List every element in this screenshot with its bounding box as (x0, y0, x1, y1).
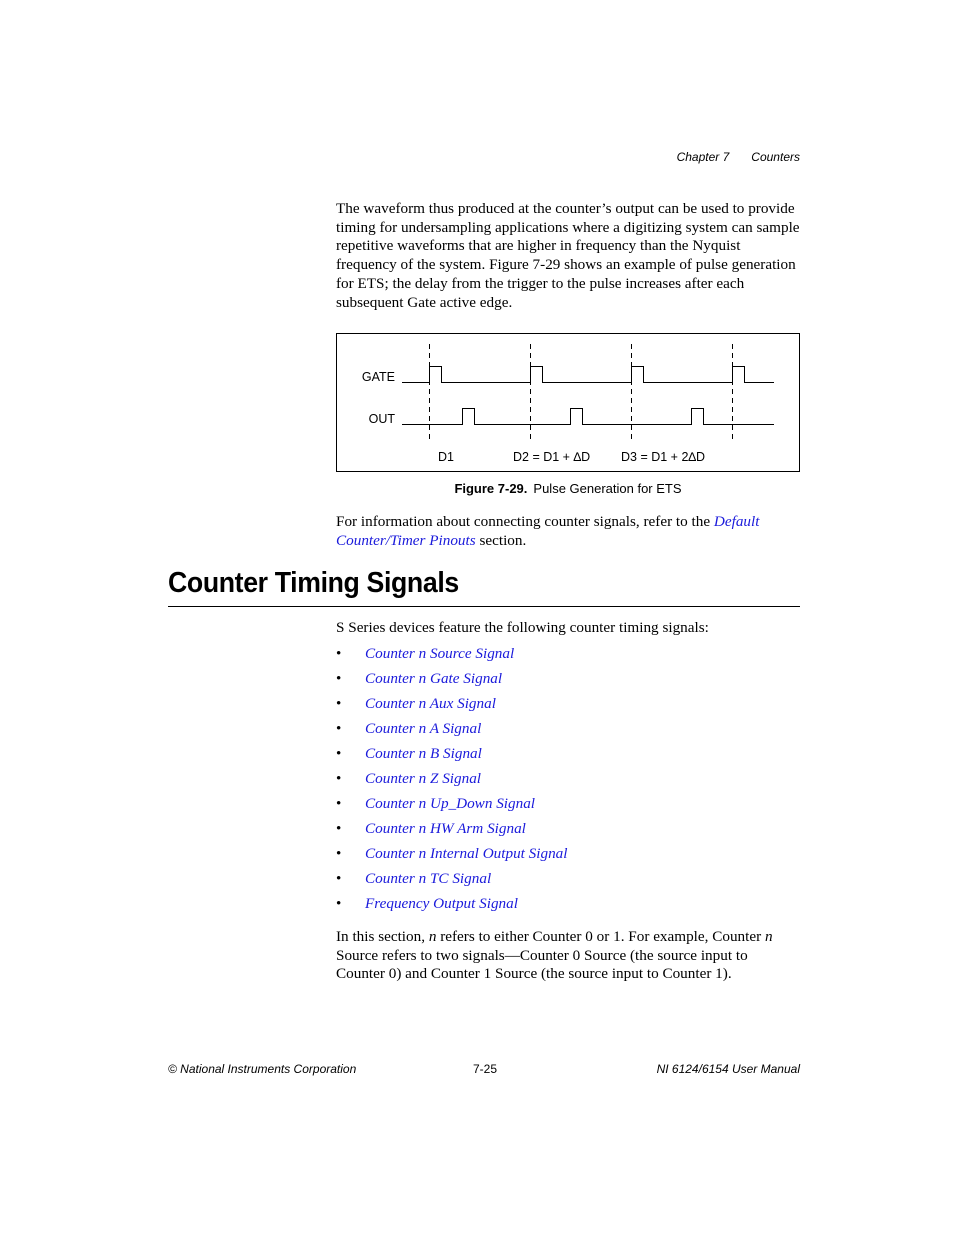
chapter-label: Chapter 7 (676, 150, 730, 164)
closing-text-1: In this section, (336, 928, 429, 945)
bullet-marker: • (336, 820, 342, 837)
bullet-marker: • (336, 795, 342, 812)
signal-link[interactable]: Counter n A Signal (365, 720, 482, 737)
signal-list-item (336, 894, 568, 919)
signal-list-item (336, 694, 568, 719)
page-number: 7-25 (473, 1062, 498, 1076)
gate-label: GATE (361, 370, 395, 384)
signal-list-item (336, 844, 568, 869)
signal-list-item (336, 744, 568, 769)
bullet-marker: • (336, 770, 342, 787)
figure-title: Pulse Generation for ETS (533, 481, 682, 496)
closing-text-3: Source refers to two signals—Counter 0 Source (the source input to Counter 0) and Counter 1 Source (the source input to Counter 1). (336, 946, 748, 983)
signal-list-item (336, 819, 568, 844)
out-waveform (402, 409, 511, 425)
signal-list-item (336, 794, 568, 819)
pinout-paragraph (336, 513, 802, 550)
out-label: OUT (368, 412, 395, 426)
bullet-marker: • (336, 720, 342, 737)
section-lead: S Series devices feature the following counter timing signals: (336, 619, 709, 636)
pulse-generation-figure (336, 333, 800, 472)
n-variable: n (764, 928, 773, 945)
signal-list-item (336, 769, 568, 794)
gate-waveform (402, 367, 503, 383)
bullet-marker: • (336, 695, 342, 712)
signal-link[interactable]: Counter n Z Signal (365, 770, 482, 787)
closing-paragraph (336, 928, 794, 984)
pinout-text-prefix: For information about connecting counter signals, refer to the (336, 513, 714, 530)
signal-link[interactable]: Counter n Up_Down Signal (365, 795, 536, 812)
bullet-marker: • (336, 870, 342, 887)
d1-label: D1 (438, 450, 454, 464)
heading-rule (168, 606, 800, 607)
footer-copyright: © National Instruments Corporation (168, 1062, 357, 1076)
intro-paragraph: The waveform thus produced at the counter’s output can be used to provide timing for undersampling applications where a digitizing system can sample repetitive waveforms that are higher in frequency than the Nyquist frequency of the system. Figure 7-29 shows an example of pulse generation for ETS; the delay from the trigger to the pulse increases after each subsequent Gate active edge. (336, 200, 800, 311)
section-heading: Counter Timing Signals (168, 567, 459, 599)
figure-number: Figure 7-29. (454, 481, 528, 496)
signal-list-item (336, 869, 568, 894)
signal-link[interactable]: Counter n B Signal (365, 745, 482, 762)
figure-caption (336, 481, 800, 496)
n-variable: n (428, 928, 437, 945)
signal-list-item (336, 669, 568, 694)
running-header (677, 150, 800, 164)
signal-link[interactable]: Counter n TC Signal (365, 870, 492, 887)
pinout-text-suffix: section. (475, 531, 527, 549)
d2-label: D2 = D1 + ∆D (513, 450, 591, 464)
signal-link[interactable]: Counter n Aux Signal (365, 695, 496, 712)
signal-link[interactable]: Counter n HW Arm Signal (365, 820, 526, 837)
d3-label: D3 = D1 + 2∆D (621, 450, 706, 464)
bullet-marker: • (336, 745, 342, 762)
bullet-marker: • (336, 645, 342, 662)
signal-link[interactable]: Counter n Internal Output Signal (365, 845, 568, 862)
signal-link[interactable]: Counter n Source Signal (365, 645, 515, 662)
default-pinouts-link[interactable]: Default Counter/Timer Pinouts (336, 513, 760, 549)
signal-link[interactable]: Frequency Output Signal (365, 895, 518, 912)
manual-title: NI 6124/6154 User Manual (656, 1062, 800, 1076)
bullet-marker: • (336, 845, 342, 862)
bullet-marker: • (336, 895, 342, 912)
signal-link[interactable]: Counter n Gate Signal (365, 670, 503, 687)
closing-text-2: refers to either Counter 0 or 1. For example, Counter (436, 928, 765, 945)
signal-list-item (336, 719, 568, 744)
timing-diagram (337, 334, 799, 471)
chapter-title: Counters (751, 150, 800, 164)
signal-list-item (336, 644, 568, 669)
bullet-marker: • (336, 670, 342, 687)
signal-list (336, 644, 568, 919)
